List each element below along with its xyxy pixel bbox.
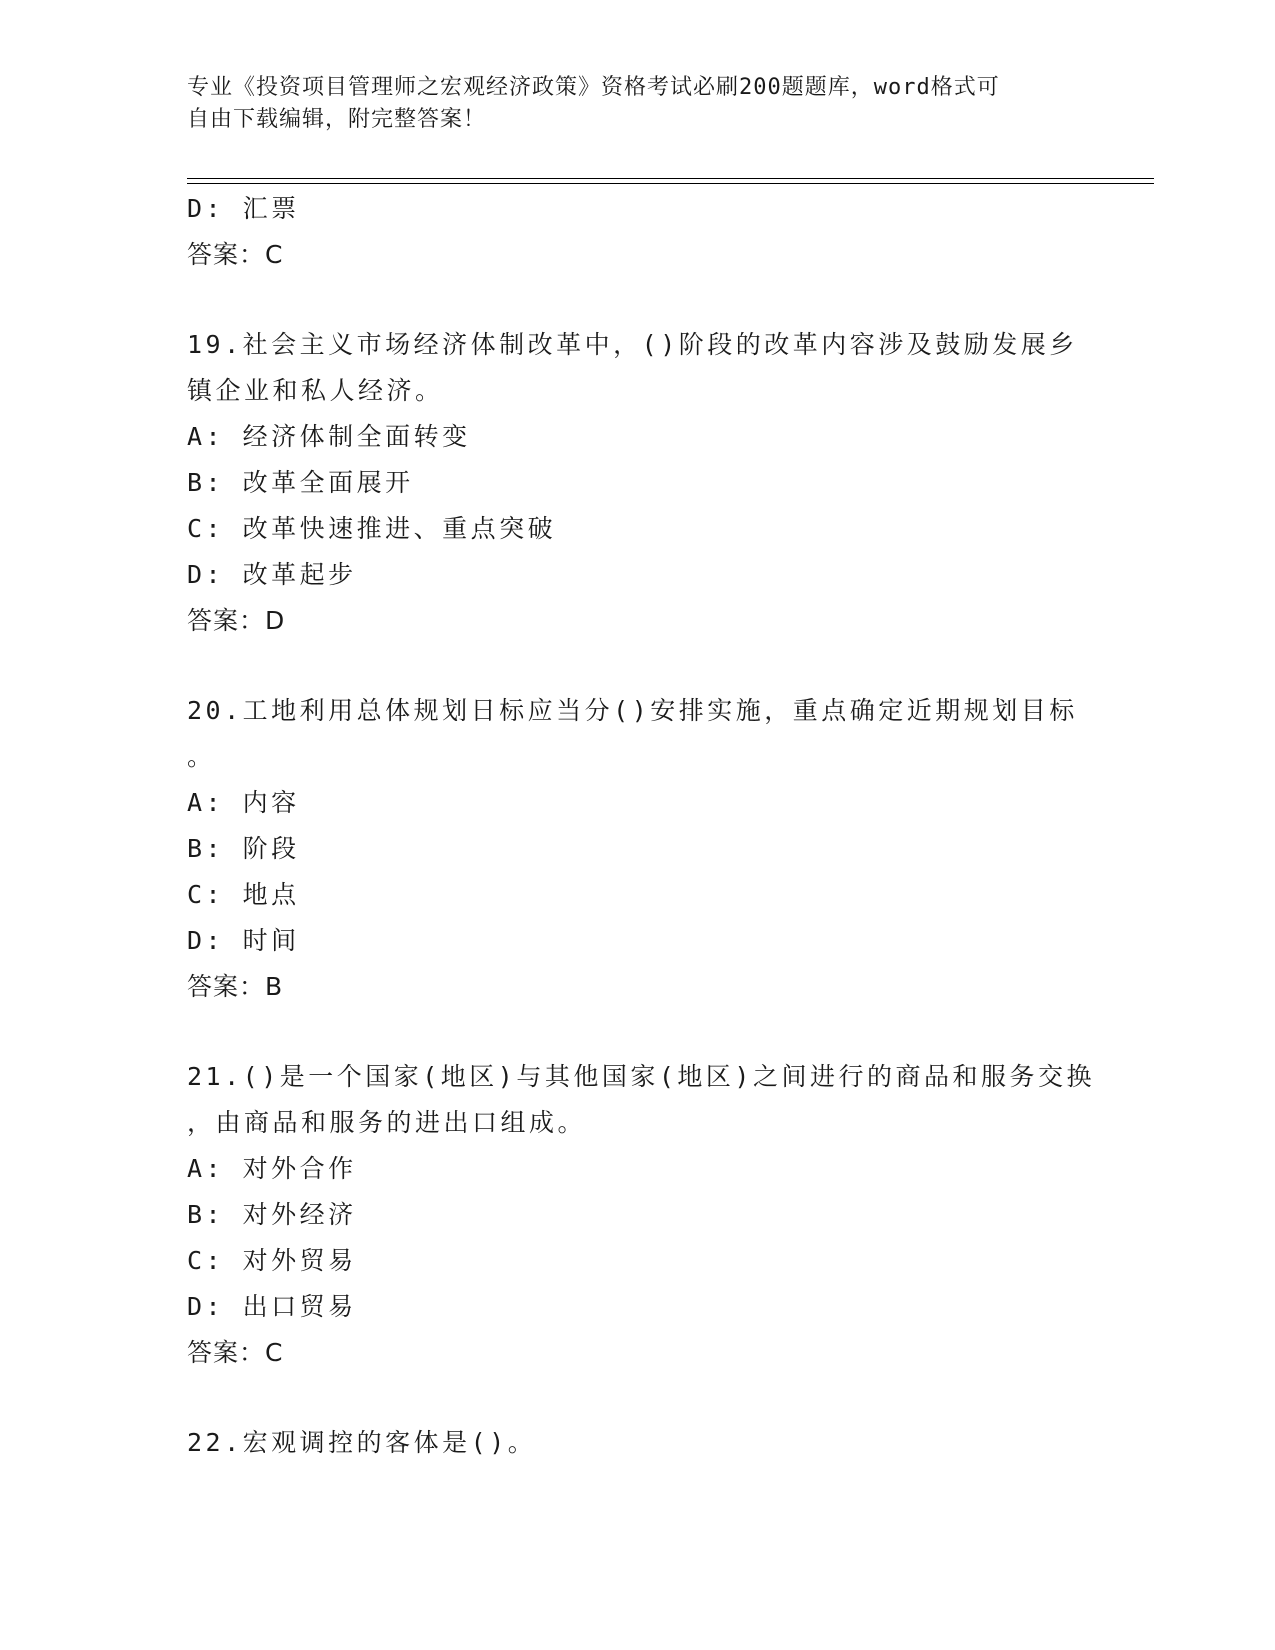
question-22-stem xyxy=(187,1420,1087,1466)
question-list xyxy=(187,186,1095,1466)
question-19-stem-line-1: 19.社会主义市场经济体制改革中，()阶段的改革内容涉及鼓励发展乡 xyxy=(187,330,1078,359)
question-21-option-d: D: 出口贸易 xyxy=(187,1292,357,1321)
question-19 xyxy=(187,322,1087,644)
question-21 xyxy=(187,1054,1095,1376)
header-title-line-2: 自由下载编辑，附完整答案！ xyxy=(187,107,487,132)
question-20 xyxy=(187,688,1087,1010)
question-20-option-d: D: 时间 xyxy=(187,926,300,955)
prev-option-d: D: 汇票 xyxy=(187,194,300,223)
header-divider-top xyxy=(187,178,1154,179)
question-20-stem xyxy=(187,688,1087,780)
question-19-option-b: B: 改革全面展开 xyxy=(187,468,414,497)
question-20-option-b: B: 阶段 xyxy=(187,834,300,863)
question-22 xyxy=(187,1420,1087,1466)
question-21-option-c: C: 对外贸易 xyxy=(187,1246,357,1275)
question-20-option-c: C: 地点 xyxy=(187,880,300,909)
question-20-option-a: A: 内容 xyxy=(187,788,300,817)
question-19-stem-line-2: 镇企业和私人经济。 xyxy=(187,376,444,405)
question-21-stem-line-1: 21.()是一个国家(地区)与其他国家(地区)之间进行的商品和服务交换 xyxy=(187,1062,1095,1091)
header-divider-bottom xyxy=(187,183,1154,184)
question-21-stem-line-2: ，由商品和服务的进出口组成。 xyxy=(187,1108,587,1137)
question-19-option-a: A: 经济体制全面转变 xyxy=(187,422,471,451)
question-20-stem-line-2: 。 xyxy=(187,742,216,771)
header-title-line-1: 专业《投资项目管理师之宏观经济政策》资格考试必刷200题题库，word格式可 xyxy=(187,75,1000,100)
question-19-option-d: D: 改革起步 xyxy=(187,560,357,589)
question-21-stem xyxy=(187,1054,1095,1146)
question-19-answer: 答案：D xyxy=(187,606,286,635)
question-21-option-b: B: 对外经济 xyxy=(187,1200,357,1229)
question-21-option-a: A: 对外合作 xyxy=(187,1154,357,1183)
question-19-stem xyxy=(187,322,1087,414)
question-20-stem-line-1: 20.工地利用总体规划日标应当分()安排实施，重点确定近期规划目标 xyxy=(187,696,1078,725)
question-22-stem-line-1: 22.宏观调控的客体是()。 xyxy=(187,1428,537,1457)
prev-answer: 答案：C xyxy=(187,240,284,269)
question-20-answer: 答案：B xyxy=(187,972,284,1001)
document-header xyxy=(187,72,1067,136)
question-21-answer: 答案：C xyxy=(187,1338,284,1367)
question-19-option-c: C: 改革快速推进、重点突破 xyxy=(187,514,557,543)
